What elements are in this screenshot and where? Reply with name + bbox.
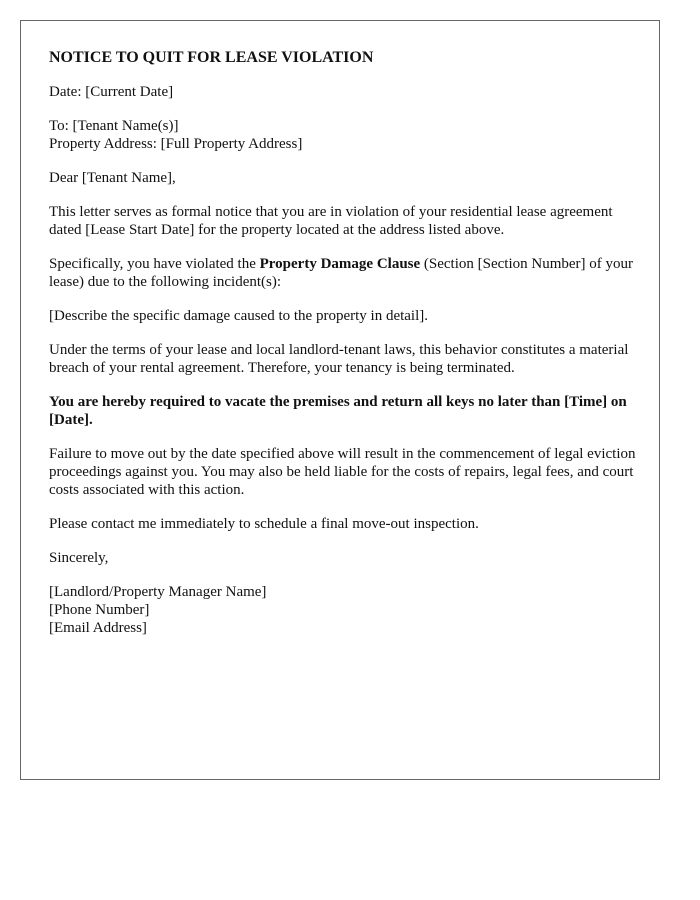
violation-paragraph: [49, 255, 639, 291]
signature-email: [Email Address]: [49, 620, 147, 636]
breach-paragraph: Under the terms of your lease and local landlord-tenant laws, this behavior constitutes a material breach of your rental agreement. Therefore, your tenancy is being terminated.: [49, 342, 629, 376]
recipient-block: [49, 117, 639, 153]
violation-text-after: (Section [Section Number] of your lease) due to the following incident(s):: [49, 256, 634, 290]
eviction-warning: Failure to move out by the date specified above will result in the commencement of legal eviction proceedings against you. You may also be held liable for the costs of repairs, legal fees, and court costs associated with this action.: [49, 446, 636, 498]
violated-clause: Property Damage Clause: [259, 256, 421, 272]
document-page: [20, 20, 660, 780]
vacate-requirement: You are hereby required to vacate the premises and return all keys no later than [Time] on [Date].: [49, 394, 627, 428]
closing: Sincerely,: [49, 550, 109, 566]
letter-body: [49, 49, 639, 637]
notice-paragraph-1: This letter serves as formal notice that you are in violation of your residential lease agreement dated [Lease Start Date] for the property located at the address listed above.: [49, 204, 613, 238]
property-address-line: Property Address: [Full Property Address]: [49, 136, 303, 152]
signature-phone: [Phone Number]: [49, 602, 150, 618]
signature-name: [Landlord/Property Manager Name]: [49, 584, 267, 600]
damage-description: [Describe the specific damage caused to the property in detail].: [49, 308, 429, 324]
notice-title: NOTICE TO QUIT FOR LEASE VIOLATION: [49, 49, 374, 66]
greeting: Dear [Tenant Name],: [49, 170, 176, 186]
date-line: Date: [Current Date]: [49, 84, 174, 100]
inspection-request: Please contact me immediately to schedule a final move-out inspection.: [49, 516, 479, 532]
signature-block: [49, 583, 639, 637]
violation-text-before: Specifically, you have violated the: [49, 256, 260, 272]
tenant-line: To: [Tenant Name(s)]: [49, 118, 179, 134]
